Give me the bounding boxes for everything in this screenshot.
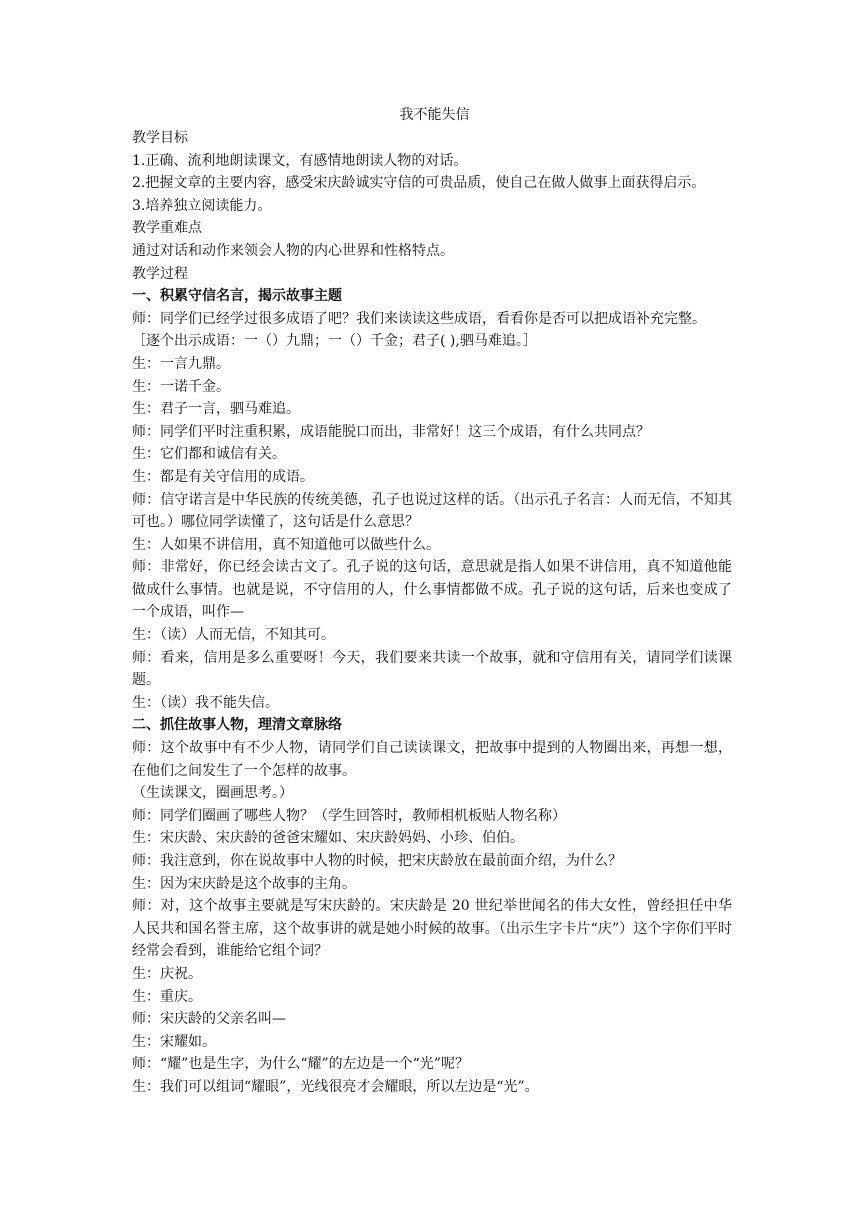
- text-line: 通过对话和动作来领会人物的内心世界和性格特点。: [132, 242, 454, 259]
- text-paragraph: 师：非常好，你已经会读古文了。孔子说的这句话，意思就是指人如果不讲信用，真不知道他能做成什么事情。也就是说，不守信用的人，什么事情都做不成。孔子说的这句话，后来也变成了一个成语，叫作—: [132, 559, 732, 621]
- text-line: 师：宋庆龄的父亲名叫—: [132, 1011, 286, 1028]
- text-line: 教学过程: [132, 265, 188, 282]
- text-line: 师：同学们已经学过很多成语了吧？我们来读读这些成语，看看你是否可以把成语补充完整。: [132, 310, 706, 327]
- text-line: 1.正确、流利地朗读课文，有感情地朗读人物的对话。: [132, 152, 468, 169]
- document-title: 我不能失信: [399, 107, 470, 123]
- document-page: [132, 104, 732, 1099]
- text-line: 师：我注意到，你在说故事中人物的时候，把宋庆龄放在最前面介绍，为什么？: [132, 853, 622, 869]
- text-line: 生：一言九鼎。: [132, 355, 230, 372]
- text-line: 2.把握文章的主要内容，感受宋庆龄诚实守信的可贵品质，使自己在做人做事上面获得启示。: [132, 175, 706, 192]
- text-line: 师：同学们平时注重积累，成语能脱口而出，非常好！这三个成语，有什么共同点？: [132, 423, 650, 440]
- text-line: 师：“耀”也是生字，为什么“耀”的左边是一个“光”呢？: [132, 1056, 469, 1073]
- text-line: 生：（读）人而无信，不知其可。: [132, 627, 335, 644]
- text-line: 生：（读）我不能失信。: [132, 694, 279, 711]
- text-paragraph: 师：这个故事中有不少人物，请同学们自己读读课文，把故事中提到的人物圈出来，再想一想，在他们之间发生了一个怎样的故事。: [132, 740, 732, 779]
- text-line: 生：人如果不讲信用，真不知道他可以做些什么。: [132, 536, 440, 553]
- text-line: 生：都是有关守信用的成语。: [132, 468, 314, 485]
- text-line: 教学重难点: [132, 220, 202, 237]
- text-paragraph: 师：看来，信用是多么重要呀！今天，我们要来共读一个故事，就和守信用有关，请同学们读课题。: [132, 649, 732, 689]
- text-line: 生：重庆。: [132, 988, 202, 1005]
- text-line: 师：同学们圈画了哪些人物？（学生回答时，教师相机板贴人物名称）: [132, 807, 566, 824]
- text-line: 生：君子一言，驷马难追。: [132, 401, 300, 418]
- text-line: 生：一诺千金。: [132, 378, 230, 395]
- section-heading: 二、抓住故事人物，理清文章脉络: [132, 717, 342, 734]
- text-line: ［逐个出示成语：一（）九鼎；一（）千金；君子( ),驷马难追。］: [132, 333, 537, 350]
- text-line: （生读课文，圈画思考。）: [132, 785, 293, 802]
- text-paragraph: 师：对，这个故事主要就是写宋庆龄的。宋庆龄是 20 世纪举世闻名的伟大女性，曾经担任中华人民共和国名誉主席，这个故事讲的就是她小时候的故事。（出示生字卡片“庆”）这个字你们平时经常会看到，谁能给它组个词？: [132, 898, 732, 960]
- text-line: 生：庆祝。: [132, 965, 202, 982]
- section-heading: 一、积累守信名言，揭示故事主题: [132, 288, 342, 305]
- text-line: 生：我们可以组词“耀眼”，光线很亮才会耀眼，所以左边是“光”。: [132, 1078, 539, 1095]
- text-line: 教学目标: [132, 130, 188, 146]
- text-line: 3.培养独立阅读能力。: [132, 197, 272, 214]
- text-paragraph: 师：信守诺言是中华民族的传统美德，孔子也说过这样的话。（出示孔子名言：人而无信，不知其可也。）哪位同学读懂了，这句话是什么意思？: [132, 491, 732, 531]
- text-line: 生：宋耀如。: [132, 1033, 216, 1050]
- text-line: 生：宋庆龄、宋庆龄的爸爸宋耀如、宋庆龄妈妈、小珍、伯伯。: [132, 830, 524, 847]
- text-line: 生：因为宋庆龄是这个故事的主角。: [132, 875, 356, 892]
- text-line: 生：它们都和诚信有关。: [132, 446, 286, 463]
- document-body: [132, 127, 732, 1099]
